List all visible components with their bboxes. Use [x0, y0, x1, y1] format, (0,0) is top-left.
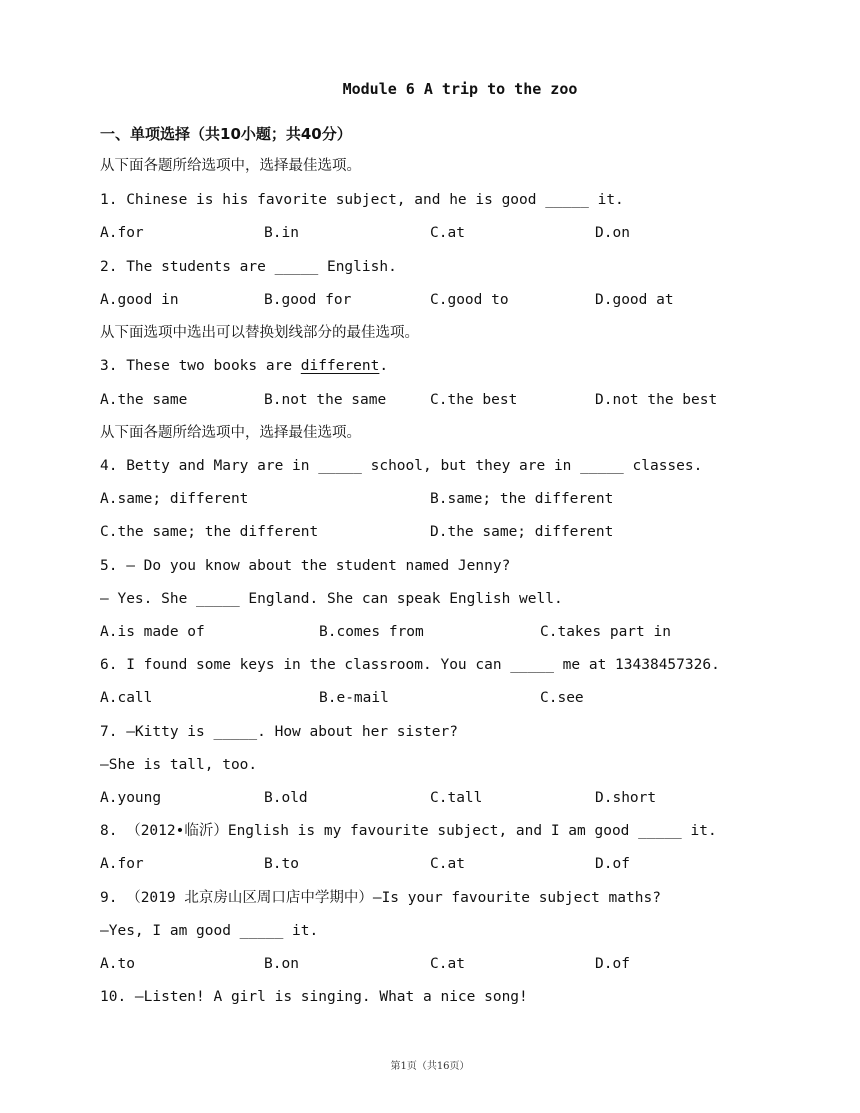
instruction-1: 从下面各题所给选项中，选择最佳选项。 — [100, 158, 361, 174]
question-1-option-b[interactable]: B.in — [264, 225, 299, 241]
question-2-option-c[interactable]: C.good to — [430, 292, 509, 308]
question-9-stem-line-2: —Yes, I am good _____ it. — [100, 923, 319, 939]
question-1-stem: 1. Chinese is his favorite subject, and he is good _____ it. — [100, 192, 624, 208]
question-9-stem: 9. （2019 北京房山区周口店中学期中）—Is your favourite subject maths? — [100, 890, 661, 906]
question-2-option-b[interactable]: B.good for — [264, 292, 352, 308]
section-heading: 一、单项选择（共10小题；共40分） — [100, 125, 352, 143]
question-9-option-d[interactable]: D.of — [595, 956, 630, 972]
page-title: Module 6 A trip to the zoo — [342, 80, 578, 98]
question-4-option-a[interactable]: A.same; different — [100, 491, 249, 507]
question-5-stem: 5. — Do you know about the student named Jenny? — [100, 558, 511, 574]
question-8-option-c[interactable]: C.at — [430, 856, 465, 872]
question-2-stem: 2. The students are _____ English. — [100, 259, 397, 275]
question-6-option-b[interactable]: B.e-mail — [319, 690, 389, 706]
question-4-option-b[interactable]: B.same; the different — [430, 491, 614, 507]
question-8-option-d[interactable]: D.of — [595, 856, 630, 872]
question-2-option-a[interactable]: A.good in — [100, 292, 179, 308]
question-4-option-c[interactable]: C.the same; the different — [100, 524, 319, 540]
question-3-stem-end: . — [379, 358, 389, 374]
question-9-option-b[interactable]: B.on — [264, 956, 299, 972]
question-7-stem: 7. —Kitty is _____. How about her sister? — [100, 724, 458, 740]
question-5-option-b[interactable]: B.comes from — [319, 624, 424, 640]
question-4-stem: 4. Betty and Mary are in _____ school, but they are in _____ classes. — [100, 458, 703, 474]
question-1-option-d[interactable]: D.on — [595, 225, 630, 241]
question-5-option-c[interactable]: C.takes part in — [540, 624, 671, 640]
question-8-stem: 8. （2012•临沂）English is my favourite subject, and I am good _____ it. — [100, 823, 717, 839]
question-3-option-d[interactable]: D.not the best — [595, 392, 718, 408]
question-7-option-a[interactable]: A.young — [100, 790, 162, 806]
question-7-option-d[interactable]: D.short — [595, 790, 657, 806]
question-6-stem: 6. I found some keys in the classroom. You can _____ me at 13438457326. — [100, 657, 720, 673]
question-5-stem-line-2: — Yes. She _____ England. She can speak English well. — [100, 591, 563, 607]
question-3-option-b[interactable]: B.not the same — [264, 392, 387, 408]
instruction-3: 从下面各题所给选项中，选择最佳选项。 — [100, 425, 361, 441]
question-7-option-c[interactable]: C.tall — [430, 790, 483, 806]
question-8-option-a[interactable]: A.for — [100, 856, 144, 872]
question-10-stem: 10. —Listen! A girl is singing. What a nice song! — [100, 989, 528, 1005]
page-footer: 第1页（共16页） — [390, 1061, 470, 1072]
question-7-stem-line-2: —She is tall, too. — [100, 757, 258, 773]
question-8-option-b[interactable]: B.to — [264, 856, 299, 872]
question-3-stem-start: 3. These two books are — [100, 358, 301, 374]
underlined-word: different — [300, 358, 380, 374]
question-9-option-a[interactable]: A.to — [100, 956, 135, 972]
question-3-option-a[interactable]: A.the same — [100, 392, 188, 408]
question-6-option-c[interactable]: C.see — [540, 690, 584, 706]
question-1-option-a[interactable]: A.for — [100, 225, 144, 241]
question-4-option-d[interactable]: D.the same; different — [430, 524, 614, 540]
question-7-option-b[interactable]: B.old — [264, 790, 308, 806]
question-6-option-a[interactable]: A.call — [100, 690, 153, 706]
question-3-option-c[interactable]: C.the best — [430, 392, 518, 408]
question-5-option-a[interactable]: A.is made of — [100, 624, 205, 640]
question-1-option-c[interactable]: C.at — [430, 225, 465, 241]
question-9-option-c[interactable]: C.at — [430, 956, 465, 972]
question-2-option-d[interactable]: D.good at — [595, 292, 674, 308]
question-3-stem — [100, 355, 388, 377]
instruction-2: 从下面选项中选出可以替换划线部分的最佳选项。 — [100, 325, 419, 341]
